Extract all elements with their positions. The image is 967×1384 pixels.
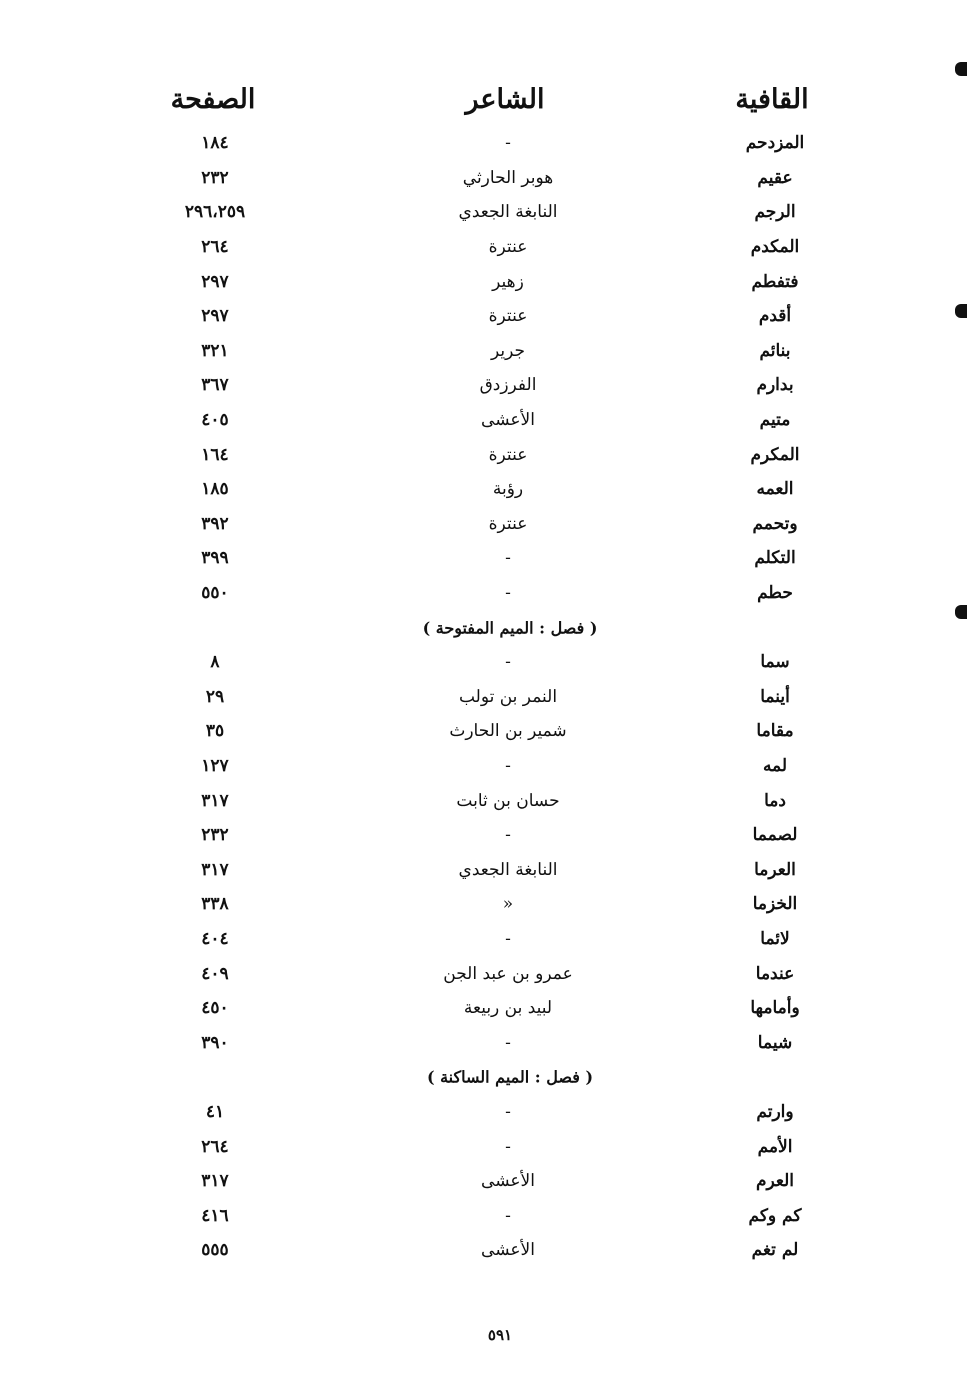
table-row bbox=[0, 680, 967, 715]
rhyme-cell: بنائم bbox=[759, 340, 791, 361]
poet-cell: جرير bbox=[491, 340, 525, 361]
rhyme-cell: أقدم bbox=[758, 306, 792, 327]
table-row bbox=[0, 472, 967, 507]
table-row bbox=[0, 161, 967, 196]
poet-cell: النمر بن تولب bbox=[458, 686, 558, 707]
rhyme-cell: متيم bbox=[759, 410, 791, 431]
poet-cell: شمير بن الحارث bbox=[449, 721, 567, 742]
poet-cell: - bbox=[505, 1205, 511, 1226]
header-poet: الشاعر bbox=[465, 84, 545, 115]
rhyme-cell: وتحمم bbox=[752, 513, 798, 534]
rhyme-cell: المكرم bbox=[750, 444, 800, 465]
poet-cell: عنترة bbox=[488, 237, 528, 258]
page-cell: ٣١٧ bbox=[201, 1171, 229, 1192]
table-row bbox=[0, 1025, 967, 1060]
page-cell: ٤٥٠ bbox=[201, 998, 229, 1019]
table-row bbox=[0, 1129, 967, 1164]
table-row bbox=[0, 783, 967, 818]
rhyme-cell: العرما bbox=[754, 859, 796, 880]
table-row bbox=[0, 403, 967, 438]
page-cell: ١٢٧ bbox=[201, 755, 229, 776]
page-cell: ٣٣٨ bbox=[201, 894, 229, 915]
rhyme-cell: وارتم bbox=[756, 1101, 794, 1122]
rhyme-cell: الخزما bbox=[752, 894, 798, 915]
table-row bbox=[0, 852, 967, 887]
poet-cell: عنترة bbox=[488, 513, 528, 534]
page-cell: ٢٦٤ bbox=[201, 1136, 229, 1157]
page-cell: ٢٣٢ bbox=[201, 825, 229, 846]
rhyme-cell: العمه bbox=[756, 479, 794, 500]
rhyme-cell: الرجم bbox=[754, 202, 796, 223]
poet-cell: - bbox=[505, 133, 511, 154]
page-cell: ٨ bbox=[210, 652, 220, 673]
page-cell: ٤٠٩ bbox=[201, 963, 229, 984]
page-cell: ٣١٧ bbox=[201, 790, 229, 811]
rhyme-cell: شيما bbox=[757, 1032, 793, 1053]
rhyme-cell: لم تغم bbox=[751, 1240, 799, 1261]
table-row bbox=[0, 299, 967, 334]
table-row bbox=[0, 991, 967, 1026]
table-row bbox=[0, 818, 967, 853]
margin-mark bbox=[955, 304, 967, 318]
page-cell: ٢٣٢ bbox=[201, 167, 229, 188]
poet-cell: الأعشى bbox=[481, 1240, 535, 1261]
table-row bbox=[0, 1233, 967, 1268]
rhyme-cell: سما bbox=[760, 652, 790, 673]
rhyme-cell: كم وكم bbox=[748, 1205, 802, 1226]
poet-cell: النابغة الجعدي bbox=[458, 202, 558, 223]
poet-cell: هوبر الحارثي bbox=[462, 167, 554, 188]
table-row bbox=[0, 368, 967, 403]
header-rhyme: القافية bbox=[735, 84, 809, 115]
page-cell: ٤١ bbox=[205, 1101, 225, 1122]
rhyme-cell: وأمامها bbox=[750, 998, 800, 1019]
page-number: ٥٩١ bbox=[487, 1326, 513, 1344]
page-cell: ٣٢١ bbox=[201, 340, 229, 361]
section-heading-row bbox=[0, 610, 967, 645]
table-row bbox=[0, 437, 967, 472]
poet-cell: النابغة الجعدي bbox=[458, 859, 558, 880]
page-cell: ١٦٤ bbox=[201, 444, 229, 465]
poet-cell: الأعشى bbox=[481, 1171, 535, 1192]
page-cell: ٢٩٧ bbox=[201, 306, 229, 327]
page-cell: ٣٥ bbox=[205, 721, 225, 742]
section-title: ( فصل : الميم الساكنة ) bbox=[426, 1067, 594, 1087]
rhyme-cell: فتفطم bbox=[751, 271, 799, 292]
table-row bbox=[0, 576, 967, 611]
rhyme-cell: بدارم bbox=[756, 375, 794, 396]
page-cell: ٥٥٠ bbox=[201, 583, 229, 604]
poet-cell: - bbox=[505, 548, 511, 569]
poet-cell: - bbox=[505, 825, 511, 846]
rhyme-cell: العرم bbox=[755, 1171, 795, 1192]
rhyme-cell: المزدحم bbox=[745, 133, 805, 154]
poet-cell: عنترة bbox=[488, 306, 528, 327]
page-cell: ٣٦٧ bbox=[201, 375, 229, 396]
table-row bbox=[0, 1095, 967, 1130]
table-row bbox=[0, 714, 967, 749]
header-page: الصفحة bbox=[170, 84, 256, 115]
poet-cell: - bbox=[505, 583, 511, 604]
page-cell: ٣٩٩ bbox=[201, 548, 229, 569]
table-row bbox=[0, 230, 967, 265]
rhyme-cell: عقيم bbox=[757, 167, 793, 188]
poet-cell: عمرو بن عبد الجن bbox=[443, 963, 573, 984]
poet-cell: عنترة bbox=[488, 444, 528, 465]
page-cell: ٤١٦ bbox=[201, 1205, 229, 1226]
table-row bbox=[0, 1198, 967, 1233]
table-row bbox=[0, 749, 967, 784]
poet-cell: - bbox=[505, 928, 511, 949]
rhyme-cell: حطم bbox=[757, 583, 793, 604]
page-cell: ٢٦٤ bbox=[201, 237, 229, 258]
rhyme-cell: لائما bbox=[760, 928, 790, 949]
page-cell: ٢٩ bbox=[205, 686, 225, 707]
table-row bbox=[0, 922, 967, 957]
page-cell: ٣٩٢ bbox=[201, 513, 229, 534]
rhyme-cell: عندما bbox=[755, 963, 795, 984]
margin-mark bbox=[955, 605, 967, 619]
rhyme-cell: المكدم bbox=[750, 237, 800, 258]
page-cell: ٤٠٥ bbox=[201, 410, 229, 431]
rhyme-cell: التكلم bbox=[754, 548, 796, 569]
page-cell: ٥٥٥ bbox=[201, 1240, 229, 1261]
rhyme-cell: دما bbox=[764, 790, 786, 811]
page-cell: ٢٩٦،٢٥٩ bbox=[184, 202, 246, 223]
table-row bbox=[0, 1164, 967, 1199]
poet-cell: حسان بن ثابت bbox=[456, 790, 560, 811]
rhyme-cell: مقاما bbox=[756, 721, 794, 742]
rhyme-cell: الأمم bbox=[757, 1136, 793, 1157]
poet-cell: الفرزدق bbox=[479, 375, 537, 396]
rhyme-index-table bbox=[0, 126, 967, 1268]
table-row bbox=[0, 264, 967, 299]
section-title: ( فصل : الميم المفتوحة ) bbox=[422, 618, 598, 638]
table-row bbox=[0, 126, 967, 161]
poet-cell: لبيد بن ربيعة bbox=[463, 998, 553, 1019]
table-row bbox=[0, 887, 967, 922]
poet-cell: - bbox=[505, 1136, 511, 1157]
poet-cell: الأعشى bbox=[481, 410, 535, 431]
table-header bbox=[0, 84, 967, 128]
table-row bbox=[0, 507, 967, 542]
page-cell: ٣٩٠ bbox=[201, 1032, 229, 1053]
poet-cell: - bbox=[505, 755, 511, 776]
page-cell: ١٨٤ bbox=[201, 133, 229, 154]
poet-cell: - bbox=[505, 1032, 511, 1053]
section-heading-row bbox=[0, 1060, 967, 1095]
margin-mark bbox=[955, 62, 967, 76]
page-cell: ١٨٥ bbox=[201, 479, 229, 500]
poet-cell: - bbox=[505, 652, 511, 673]
page-cell: ٤٠٤ bbox=[201, 928, 229, 949]
rhyme-cell: لمه bbox=[762, 755, 788, 776]
page-cell: ٣١٧ bbox=[201, 859, 229, 880]
poet-cell: - bbox=[505, 1101, 511, 1122]
poet-cell: » bbox=[502, 894, 514, 915]
poet-cell: رؤبة bbox=[492, 479, 524, 500]
poet-cell: زهير bbox=[492, 271, 524, 292]
rhyme-cell: أينما bbox=[760, 686, 790, 707]
page-cell: ٢٩٧ bbox=[201, 271, 229, 292]
rhyme-cell: لصمما bbox=[752, 825, 798, 846]
table-row bbox=[0, 645, 967, 680]
table-row bbox=[0, 195, 967, 230]
table-row bbox=[0, 541, 967, 576]
table-row bbox=[0, 956, 967, 991]
table-row bbox=[0, 334, 967, 369]
